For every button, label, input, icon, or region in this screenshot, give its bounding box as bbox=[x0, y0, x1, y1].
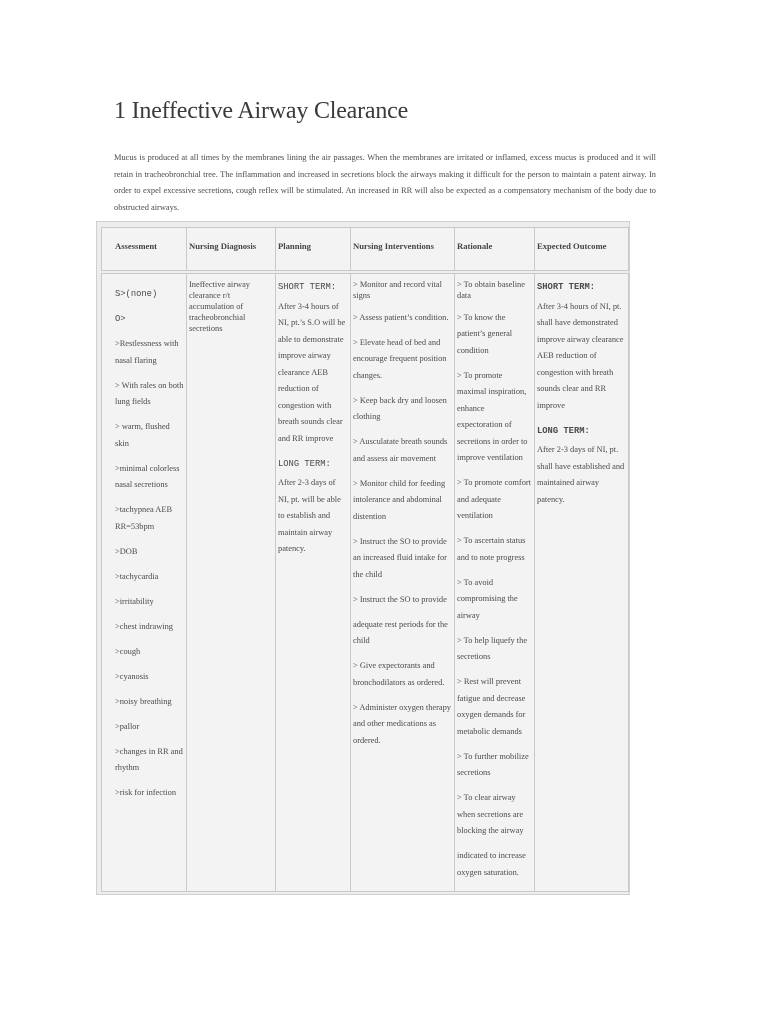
planning-long-term-label: LONG TERM: bbox=[278, 458, 331, 469]
rationale-item: > To obtain baseline data bbox=[457, 280, 525, 300]
assessment-item: >risk for infection bbox=[115, 788, 177, 797]
outcome-long-term-text: After 2-3 days of NI, pt. shall have established and maintained airway patency. bbox=[537, 445, 625, 504]
header-nursing-diagnosis: Nursing Diagnosis bbox=[186, 227, 276, 271]
header-nursing-interventions: Nursing Interventions bbox=[350, 227, 455, 271]
assessment-item: >changes in RR and rhythm bbox=[115, 746, 183, 772]
intervention-item: > Elevate head of bed and encourage frequent position changes. bbox=[353, 337, 447, 380]
assessment-item: > warm, flushed skin bbox=[115, 422, 170, 448]
outcome-long-term-label: LONG TERM: bbox=[537, 425, 590, 436]
outcome-short-term-label: SHORT TERM: bbox=[537, 282, 596, 292]
intervention-item: > Give expectorants and bronchodilators as ordered. bbox=[353, 661, 445, 687]
cell-assessment bbox=[101, 273, 187, 892]
page-title: 1 Ineffective Airway Clearance bbox=[114, 98, 409, 124]
assessment-item: >pallor bbox=[115, 721, 140, 731]
care-plan-table bbox=[96, 221, 630, 895]
rationale-item: > To help liquefy the secretions bbox=[457, 635, 528, 661]
rationale-item: > To ascertain status and to note progress bbox=[457, 536, 526, 562]
rationale-item: indicated to increase oxygen saturation. bbox=[457, 851, 526, 877]
assessment-item: >Restlessness with nasal flaring bbox=[115, 339, 179, 365]
assessment-item: >tachypnea AEB RR=53bpm bbox=[115, 505, 173, 531]
planning-short-term-label: SHORT TERM: bbox=[278, 282, 337, 292]
header-expected-outcome: Expected Outcome bbox=[534, 227, 629, 271]
planning-short-term-text: After 3-4 hours of NI, pt.’s S.O will be able to demonstrate improve airway clearance AEB reduction of congestion with breath sounds clear and RR improve bbox=[278, 301, 346, 443]
cell-nursing-interventions bbox=[350, 273, 455, 892]
rationale-item: > To promote comfort and adequate ventilation bbox=[457, 478, 531, 520]
intervention-item: adequate rest periods for the child bbox=[353, 619, 448, 645]
assessment-item: >cyanosis bbox=[115, 671, 149, 681]
intervention-item: > Ausculatate breath sounds and assess air movement bbox=[353, 437, 448, 463]
rationale-item: > Rest will prevent fatigue and decrease oxygen demands for metabolic demands bbox=[457, 677, 526, 736]
intervention-item: > Administer oxygen therapy and other medications as ordered. bbox=[353, 702, 451, 745]
intervention-item: > Monitor child for feeding intolerance and abdominal distention bbox=[353, 478, 446, 521]
rationale-item: > To promote maximal inspiration, enhance expectoration of secretions in order to improve ventilation bbox=[457, 370, 528, 462]
rationale-item: > To know the patient’s general condition bbox=[457, 312, 513, 355]
rationale-item: > To clear airway when secretions are blocking the airway bbox=[457, 793, 524, 835]
header-assessment: Assessment bbox=[101, 227, 187, 271]
cell-rationale bbox=[454, 273, 535, 892]
assessment-item: >chest indrawing bbox=[115, 621, 173, 631]
cell-planning bbox=[275, 273, 351, 892]
assessment-item: S>(none) bbox=[115, 289, 158, 299]
assessment-item: >minimal colorless nasal secretions bbox=[115, 463, 180, 489]
outcome-short-term-text: After 3-4 hours of NI, pt. shall have demonstrated improve airway clearance AEB reduction of congestion with breath sounds clear and RR improve bbox=[537, 301, 624, 410]
cell-expected-outcome bbox=[534, 273, 629, 892]
intro-paragraph: Mucus is produced at all times by the membranes lining the air passages. When the membranes are irritated or inflamed, excess mucus is produced and it will retain in tracheobronchial tree. The inflammation and increased in secretions block the airways making it difficult for the person to maintain a patent airway. In order to expel excessive secretions, cough reflex will be stimulated. An increased in RR will also be expected as a compensatory mechanism of the body due to obstructed airways. bbox=[114, 153, 656, 212]
assessment-item: >cough bbox=[115, 646, 141, 656]
assessment-item: >noisy breathing bbox=[115, 696, 172, 706]
intervention-item: > Instruct the SO to provide bbox=[353, 594, 447, 604]
cell-nursing-diagnosis bbox=[186, 273, 276, 892]
intervention-item: > Keep back dry and loosen clothing bbox=[353, 395, 447, 421]
assessment-item: >tachycardia bbox=[115, 571, 159, 581]
header-planning: Planning bbox=[275, 227, 351, 271]
intervention-item: > Instruct the SO to provide an increased fluid intake for the child bbox=[353, 536, 447, 579]
rationale-item: > To further mobilize secretions bbox=[457, 751, 529, 777]
assessment-item: O> bbox=[115, 314, 126, 324]
planning-long-term-text: After 2-3 days of NI, pt. will be able to establish and maintain airway patency. bbox=[278, 478, 341, 553]
assessment-item: > With rales on both lung fields bbox=[115, 380, 184, 406]
assessment-item: >irritability bbox=[115, 596, 154, 606]
intervention-item: > Assess patient’s condition. bbox=[353, 312, 449, 322]
header-rationale: Rationale bbox=[454, 227, 535, 271]
intervention-item: > Monitor and record vital signs bbox=[353, 280, 442, 300]
rationale-item: > To avoid compromising the airway bbox=[457, 577, 518, 620]
assessment-item: >DOB bbox=[115, 546, 138, 556]
diagnosis-text: Ineffective airway clearance r/t accumulation of tracheobronchial secretions bbox=[189, 280, 250, 333]
